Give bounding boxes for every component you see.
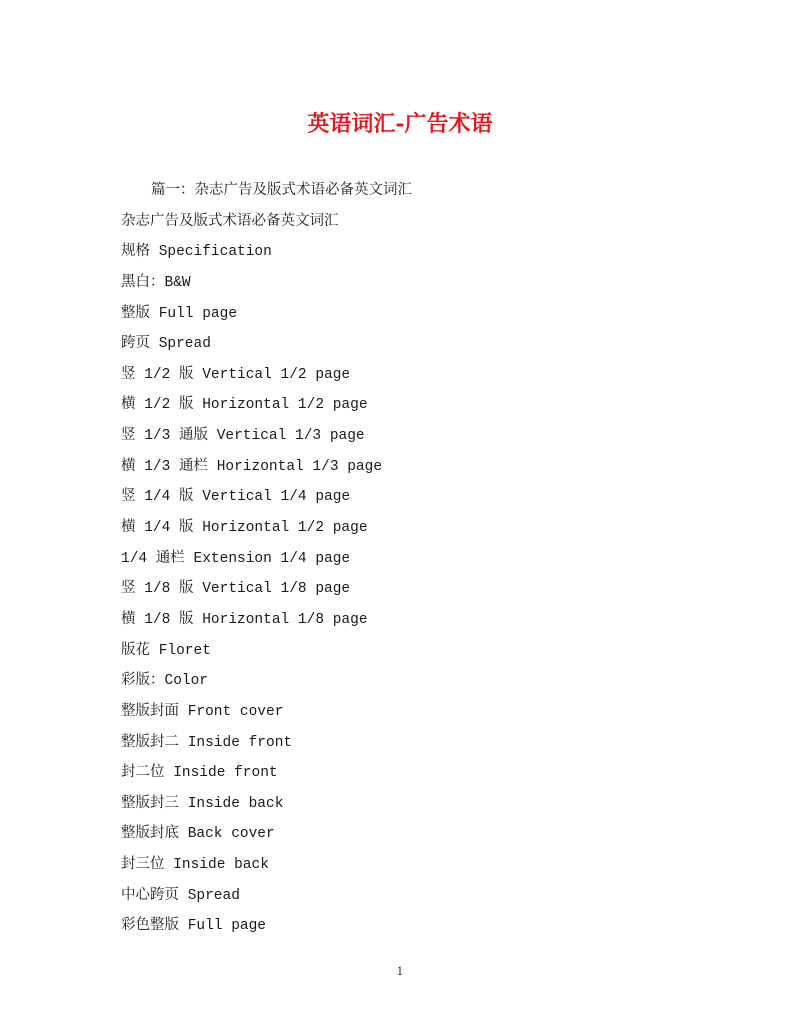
body-line: 整版封面 Front cover — [121, 703, 284, 720]
body-line: 中心跨页 Spread — [121, 887, 240, 904]
body-line: 彩色整版 Full page — [121, 918, 267, 935]
body-line: 竖 1/3 通版 Vertical 1/3 page — [121, 428, 365, 445]
page-number: 1 — [396, 965, 404, 978]
body-line: 整版 Full page — [121, 305, 238, 322]
body-line: 横 1/4 版 Horizontal 1/2 page — [121, 520, 368, 537]
body-line: 横 1/2 版 Horizontal 1/2 page — [121, 397, 368, 414]
body-line: 整版封三 Inside back — [121, 795, 284, 812]
body-line: 整版封底 Back cover — [121, 826, 275, 843]
section-heading: 篇一：杂志广告及版式术语必备英文词汇 — [151, 183, 412, 199]
body-line: 封三位 Inside back — [121, 857, 269, 874]
document-body — [121, 176, 721, 942]
body-line: 横 1/8 版 Horizontal 1/8 page — [121, 611, 368, 628]
body-line: 竖 1/8 版 Vertical 1/8 page — [121, 581, 351, 598]
body-line: 整版封二 Inside front — [121, 734, 293, 751]
body-line: 封二位 Inside front — [121, 765, 278, 782]
document-title: 英语词汇-广告术语 — [307, 111, 493, 137]
body-line: 版花 Floret — [121, 642, 211, 659]
body-line: 杂志广告及版式术语必备英文词汇 — [121, 213, 339, 230]
body-line: 竖 1/2 版 Vertical 1/2 page — [121, 366, 351, 383]
body-line: 横 1/3 通栏 Horizontal 1/3 page — [121, 458, 383, 475]
body-line: 1/4 通栏 Extension 1/4 page — [121, 550, 351, 567]
body-line: 跨页 Spread — [121, 336, 211, 353]
body-line: 竖 1/4 版 Vertical 1/4 page — [121, 489, 351, 506]
body-line: 黑白：B&W — [121, 274, 191, 291]
body-line: 规格 Specification — [121, 244, 272, 261]
body-line: 彩版：Color — [121, 673, 209, 690]
